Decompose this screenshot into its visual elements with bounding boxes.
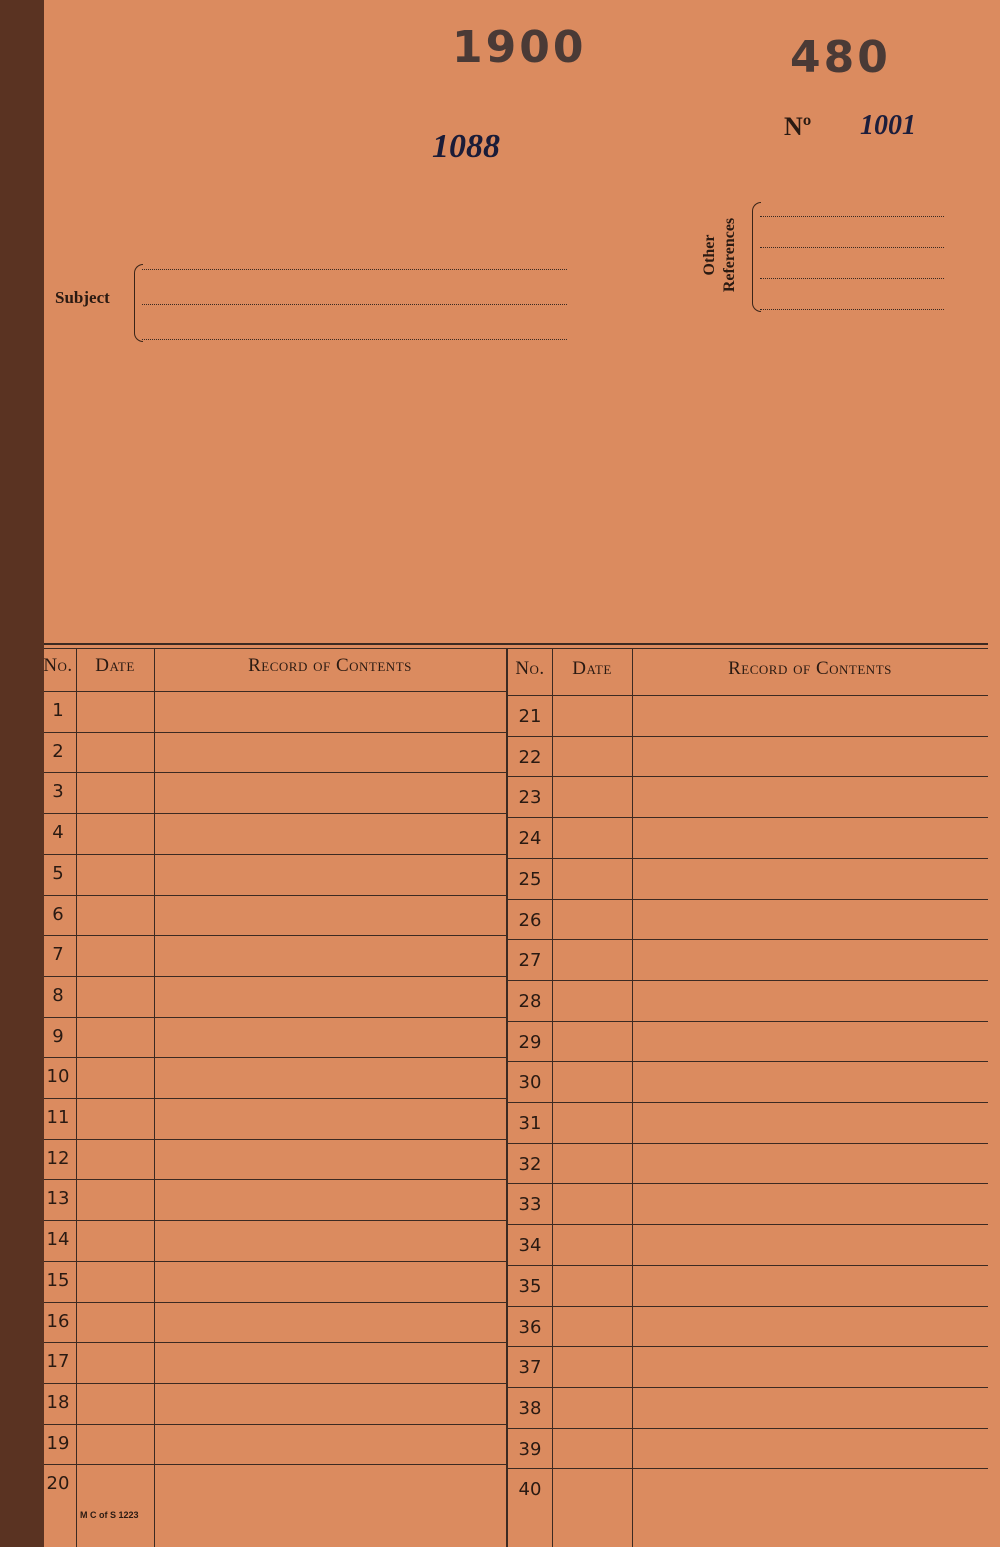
right-row-rule <box>508 736 988 737</box>
form-code: M C of S 1223 <box>80 1510 139 1520</box>
left-row-rule <box>44 976 506 977</box>
right-row-rule <box>508 1306 988 1307</box>
references-brace <box>752 202 761 312</box>
col-divider <box>632 649 633 1547</box>
right-row-number: 36 <box>518 1316 542 1338</box>
right-row-number: 23 <box>518 787 542 809</box>
left-row-rule <box>44 691 506 692</box>
right-contents-header: Record of Contents <box>728 658 892 679</box>
right-row-number: 24 <box>518 828 542 850</box>
right-row-rule <box>508 1428 988 1429</box>
subject-line <box>142 269 567 270</box>
right-row-rule <box>508 1061 988 1062</box>
left-row-number: 4 <box>52 822 64 844</box>
left-row-rule <box>44 1057 506 1058</box>
left-row-number: 16 <box>46 1310 70 1332</box>
right-row-rule <box>508 1468 988 1469</box>
left-row-rule <box>44 1017 506 1018</box>
right-row-rule <box>508 1102 988 1103</box>
right-row-number: 33 <box>518 1194 542 1216</box>
left-no-header: No. <box>43 655 73 676</box>
right-row-number: 34 <box>518 1235 542 1257</box>
left-row-number: 15 <box>46 1269 70 1291</box>
right-row-number: 39 <box>518 1438 542 1460</box>
right-row-number: 22 <box>518 746 542 768</box>
left-row-rule <box>44 1342 506 1343</box>
right-date-header: Date <box>572 658 612 679</box>
left-row-number: 10 <box>46 1066 70 1088</box>
left-row-number: 14 <box>46 1229 70 1251</box>
right-row-rule <box>508 817 988 818</box>
subject-brace <box>134 264 143 342</box>
left-row-rule <box>44 854 506 855</box>
right-row-rule <box>508 1224 988 1225</box>
right-row-rule <box>508 776 988 777</box>
left-row-rule <box>44 1424 506 1425</box>
left-row-rule <box>44 1261 506 1262</box>
left-row-number: 11 <box>46 1107 70 1128</box>
right-row-number: 40 <box>518 1479 542 1501</box>
table-top-rule <box>44 643 988 645</box>
right-row-rule <box>508 899 988 900</box>
year-stamp: 1900 <box>452 22 587 73</box>
left-row-number: 1 <box>52 700 64 721</box>
left-date-header: Date <box>95 655 135 676</box>
right-row-rule <box>508 1021 988 1022</box>
left-row-number: 5 <box>52 862 64 884</box>
left-row-rule <box>44 895 506 896</box>
right-row-number: 32 <box>518 1153 542 1175</box>
reference-line <box>760 278 944 279</box>
left-row-rule <box>44 732 506 733</box>
left-row-rule <box>44 1220 506 1221</box>
subject-label: Subject <box>55 288 110 307</box>
left-row-number: 7 <box>52 944 64 966</box>
left-row-rule <box>44 813 506 814</box>
right-row-number: 35 <box>518 1275 542 1297</box>
left-row-number: 17 <box>46 1351 70 1373</box>
subject-line <box>142 339 567 340</box>
other-references-label-wrap <box>700 205 752 305</box>
other-references-label: Other References <box>701 217 738 293</box>
left-row-rule <box>44 1383 506 1384</box>
subject-line <box>142 304 567 305</box>
left-row-number: 9 <box>52 1025 64 1047</box>
reference-line <box>760 216 944 217</box>
left-row-number: 18 <box>46 1391 70 1413</box>
right-row-rule <box>508 1265 988 1266</box>
table-top-rule-thin <box>44 648 988 649</box>
handwritten-file-number: 1001 <box>860 110 916 141</box>
left-row-rule <box>44 935 506 936</box>
left-row-number: 12 <box>46 1147 70 1169</box>
handwritten-reference: 1088 <box>432 128 500 165</box>
left-contents-header: Record of Contents <box>248 655 412 676</box>
reference-line <box>760 247 944 248</box>
right-row-rule <box>508 858 988 859</box>
right-row-rule <box>508 939 988 940</box>
right-row-number: 27 <box>518 950 542 972</box>
record-table <box>0 643 988 1547</box>
left-row-number: 8 <box>52 984 64 1006</box>
right-row-rule <box>508 1387 988 1388</box>
number-label: Nº <box>784 112 812 141</box>
right-no-header: No. <box>515 658 545 679</box>
left-row-rule <box>44 1139 506 1140</box>
left-row-rule <box>44 1464 506 1465</box>
right-row-number: 29 <box>518 1031 542 1053</box>
col-divider <box>552 649 553 1547</box>
right-row-number: 30 <box>518 1072 542 1094</box>
file-number-stamp: 480 <box>790 32 891 83</box>
right-row-rule <box>508 980 988 981</box>
left-row-number: 20 <box>46 1473 70 1495</box>
right-row-number: 21 <box>518 706 542 727</box>
right-row-rule <box>508 1346 988 1347</box>
right-row-number: 25 <box>518 868 542 890</box>
right-row-number: 26 <box>518 909 542 931</box>
left-row-rule <box>44 1179 506 1180</box>
left-row-number: 19 <box>46 1432 70 1454</box>
left-row-number: 6 <box>52 903 64 925</box>
left-row-number: 3 <box>52 781 64 803</box>
right-row-rule <box>508 1183 988 1184</box>
right-row-rule <box>508 695 988 696</box>
left-row-number: 13 <box>46 1188 70 1210</box>
left-row-rule <box>44 1098 506 1099</box>
left-row-rule <box>44 1302 506 1303</box>
right-row-number: 28 <box>518 990 542 1012</box>
right-row-number: 38 <box>518 1397 542 1419</box>
left-row-number: 2 <box>52 740 64 762</box>
reference-line <box>760 309 944 310</box>
left-row-rule <box>44 772 506 773</box>
right-row-number: 31 <box>518 1113 542 1134</box>
right-row-number: 37 <box>518 1357 542 1379</box>
right-row-rule <box>508 1143 988 1144</box>
